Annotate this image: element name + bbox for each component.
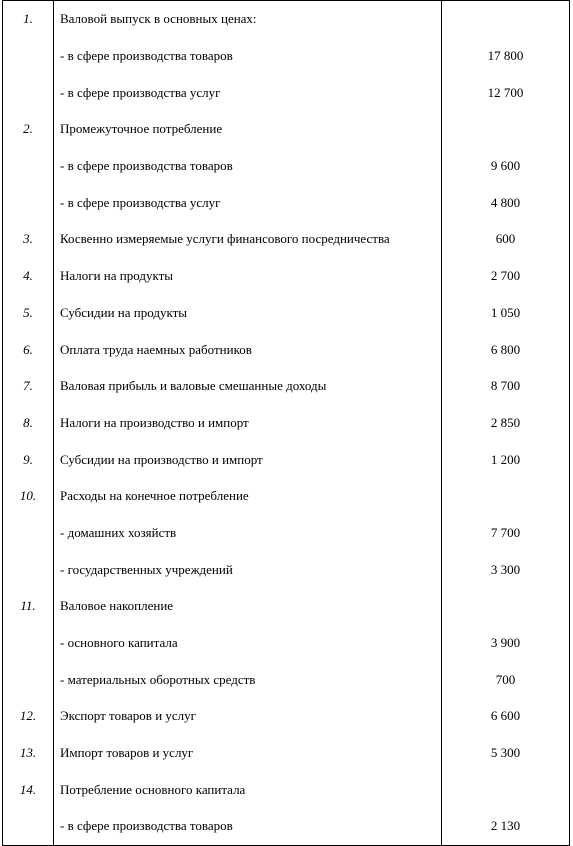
row-number: 10. — [3, 478, 54, 515]
row-value — [442, 111, 570, 148]
row-label: Потребление основного капитала — [54, 771, 442, 808]
table-row — [3, 74, 570, 111]
row-value — [442, 588, 570, 625]
row-number: 12. — [3, 698, 54, 735]
row-number: 5. — [3, 295, 54, 332]
row-label: - в сфере производства товаров — [54, 808, 442, 845]
row-number — [3, 515, 54, 552]
row-label: - в сфере производства услуг — [54, 184, 442, 221]
row-number: 4. — [3, 258, 54, 295]
row-value: 12 700 — [442, 74, 570, 111]
table-row — [3, 258, 570, 295]
row-value — [442, 478, 570, 515]
table-row — [3, 184, 570, 221]
row-value: 17 800 — [442, 38, 570, 75]
table-row — [3, 368, 570, 405]
row-value: 1 050 — [442, 295, 570, 332]
table-row — [3, 771, 570, 808]
row-number: 13. — [3, 735, 54, 772]
row-label: - в сфере производства услуг — [54, 74, 442, 111]
row-label: Промежуточное потребление — [54, 111, 442, 148]
row-label: Субсидии на продукты — [54, 295, 442, 332]
row-value: 2 850 — [442, 405, 570, 442]
row-value: 3 300 — [442, 551, 570, 588]
table-row — [3, 1, 570, 38]
row-value: 4 800 — [442, 184, 570, 221]
row-label: Оплата труда наемных работников — [54, 331, 442, 368]
row-number: 8. — [3, 405, 54, 442]
row-value: 2 130 — [442, 808, 570, 845]
row-value: 6 800 — [442, 331, 570, 368]
table-row — [3, 221, 570, 258]
row-number: 9. — [3, 441, 54, 478]
table-row — [3, 331, 570, 368]
row-number — [3, 38, 54, 75]
table-row — [3, 441, 570, 478]
row-label: - домашних хозяйств — [54, 515, 442, 552]
row-label: Субсидии на производство и импорт — [54, 441, 442, 478]
row-number: 6. — [3, 331, 54, 368]
table-row — [3, 111, 570, 148]
row-value: 7 700 — [442, 515, 570, 552]
row-value: 9 600 — [442, 148, 570, 185]
row-label: - материальных оборотных средств — [54, 661, 442, 698]
row-label: - в сфере производства товаров — [54, 38, 442, 75]
row-label: Расходы на конечное потребление — [54, 478, 442, 515]
row-label: Косвенно измеряемые услуги финансового посредничества — [54, 221, 442, 258]
row-label: - в сфере производства товаров — [54, 148, 442, 185]
row-value: 2 700 — [442, 258, 570, 295]
row-number — [3, 625, 54, 662]
table-row — [3, 735, 570, 772]
table-row — [3, 661, 570, 698]
row-value: 5 300 — [442, 735, 570, 772]
row-number — [3, 808, 54, 845]
table-row — [3, 515, 570, 552]
row-number: 11. — [3, 588, 54, 625]
table-row — [3, 148, 570, 185]
row-value: 8 700 — [442, 368, 570, 405]
table-row — [3, 808, 570, 845]
row-label: Экспорт товаров и услуг — [54, 698, 442, 735]
row-number — [3, 551, 54, 588]
row-number: 1. — [3, 1, 54, 38]
row-label: - государственных учреждений — [54, 551, 442, 588]
row-number — [3, 148, 54, 185]
row-value — [442, 1, 570, 38]
row-label: Импорт товаров и услуг — [54, 735, 442, 772]
row-value: 3 900 — [442, 625, 570, 662]
row-number — [3, 74, 54, 111]
row-number: 3. — [3, 221, 54, 258]
row-label: - основного капитала — [54, 625, 442, 662]
table-row — [3, 698, 570, 735]
table-body — [3, 1, 570, 846]
row-number: 14. — [3, 771, 54, 808]
row-value: 700 — [442, 661, 570, 698]
row-value: 1 200 — [442, 441, 570, 478]
row-number: 2. — [3, 111, 54, 148]
row-label: Валовое накопление — [54, 588, 442, 625]
row-number — [3, 661, 54, 698]
row-label: Валовой выпуск в основных ценах: — [54, 1, 442, 38]
table-row — [3, 625, 570, 662]
row-value: 6 600 — [442, 698, 570, 735]
table-row — [3, 588, 570, 625]
table-row — [3, 38, 570, 75]
row-number: 7. — [3, 368, 54, 405]
row-number — [3, 184, 54, 221]
table-row — [3, 478, 570, 515]
row-value — [442, 771, 570, 808]
table-row — [3, 551, 570, 588]
data-table — [2, 0, 570, 846]
row-label: Налоги на производство и импорт — [54, 405, 442, 442]
table-row — [3, 405, 570, 442]
row-value: 600 — [442, 221, 570, 258]
table-row — [3, 295, 570, 332]
row-label: Налоги на продукты — [54, 258, 442, 295]
row-label: Валовая прибыль и валовые смешанные доходы — [54, 368, 442, 405]
